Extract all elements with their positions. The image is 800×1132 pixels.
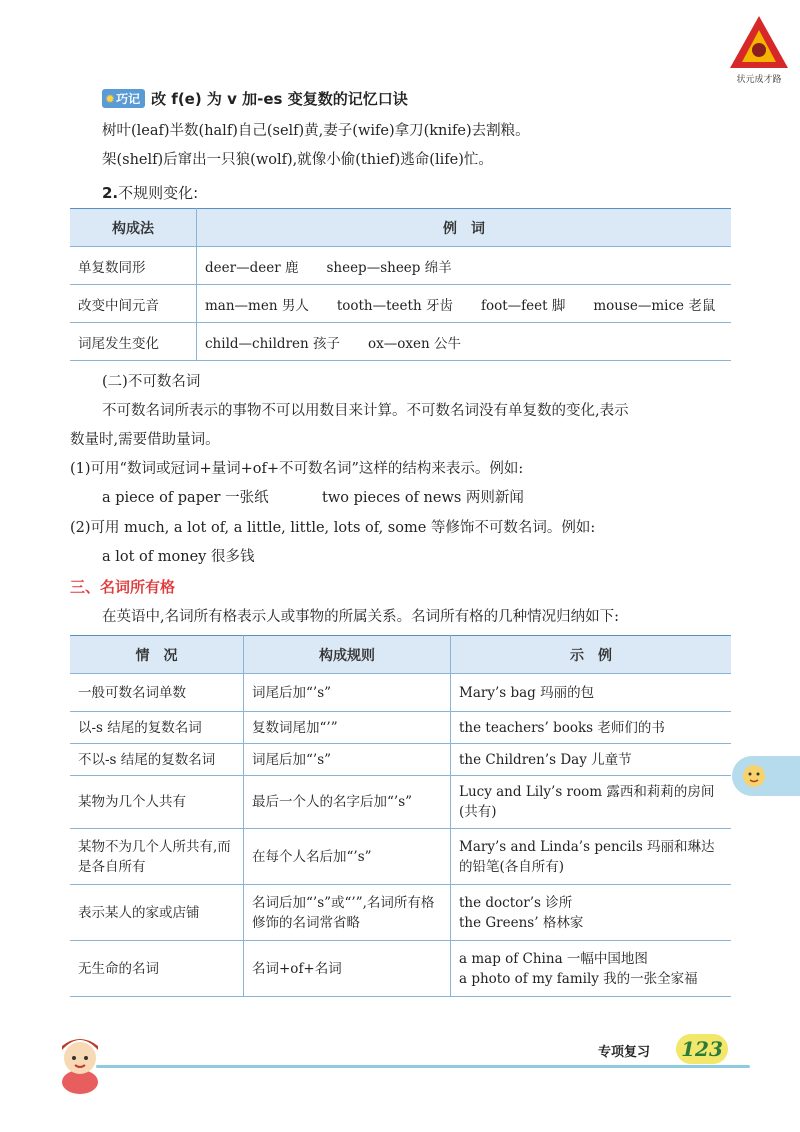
examples-cell: man—men 男人 tooth—teeth 牙齿 foot—feet 脚 mouse—mice 老鼠 [197,285,732,323]
case-cell: 无生命的名词 [70,941,244,997]
method-cell: 单复数同形 [70,247,197,285]
irregular-heading: 2.不规则变化: [102,184,199,202]
example-cell: the doctor’s 诊所 the Greens’ 格林家 [451,885,732,941]
examples-cell: child—children 孩子 ox—oxen 公牛 [197,323,732,361]
table-row [70,885,731,941]
example-cell: Mary’s bag 玛丽的包 [451,674,732,712]
example-1b: two pieces of news 两则新闻 [322,490,524,506]
irregular-plural-table [70,208,731,361]
rule-cell: 最后一个人的名字后加“’s” [244,776,451,829]
mascot-face-icon [732,756,772,796]
example-cell: Mary’s and Linda’s pencils 玛丽和琳达的铅笔(各自所有) [451,829,732,885]
possessive-table [70,635,731,997]
uncountable-item-2: (2)可用 much, a lot of, a little, little, lots of, some 等修饰不可数名词。例如: [70,520,596,536]
table-header: 例 词 [197,209,732,247]
case-cell: 一般可数名词单数 [70,674,244,712]
table-row [70,776,731,829]
publisher-logo [728,14,790,88]
table-row [70,323,731,361]
rule-cell: 名词+of+名词 [244,941,451,997]
method-cell: 词尾发生变化 [70,323,197,361]
example-2: a lot of money 很多钱 [102,549,255,565]
example-cell: the Children’s Day 儿童节 [451,744,732,776]
table-row [70,674,731,712]
examples-cell: deer—deer 鹿 sheep—sheep 绵羊 [197,247,732,285]
table-row [70,829,731,885]
section-title: 三、名词所有格 [70,578,176,596]
possessive-intro: 在英语中,名词所有格表示人或事物的所属关系。名词所有格的几种情况归纳如下: [102,609,619,625]
table-header: 示 例 [451,636,732,674]
tip-title: 改 f(e) 为 v 加-es 变复数的记忆口诀 [151,90,408,108]
case-cell: 某物为几个人共有 [70,776,244,829]
table-row [70,285,731,323]
tip-line-1: 树叶(leaf)半数(half)自己(self)黄,妻子(wife)拿刀(knife)去割粮。 [102,123,530,139]
example-cell: a map of China 一幅中国地图 a photo of my family 我的一张全家福 [451,941,732,997]
footer-divider [96,1065,750,1068]
table-header: 构成规则 [244,636,451,674]
page-number: 123 [676,1034,728,1064]
table-row [70,712,731,744]
rule-cell: 复数词尾加“’” [244,712,451,744]
lightbulb-icon: ✹ [105,92,116,106]
example-1a: a piece of paper 一张纸 [102,490,269,506]
uncountable-para-2: 数量时,需要借助量词。 [70,432,220,448]
rule-cell: 名词后加“’s”或“’”,名词所有格修饰的名词常省略 [244,885,451,941]
table-row [70,744,731,776]
mascot-illustration [52,1032,108,1096]
uncountable-item-1: (1)可用“数词或冠词+量词+of+不可数名词”这样的结构来表示。例如: [70,461,524,477]
case-cell: 某物不为几个人所共有,而是各自所有 [70,829,244,885]
method-cell: 改变中间元音 [70,285,197,323]
footer-label: 专项复习 [598,1045,651,1060]
case-cell: 以-s 结尾的复数名词 [70,712,244,744]
logo-text: 状元成才路 [736,75,782,85]
uncountable-para: 不可数名词所表示的事物不可以用数目来计算。不可数名词没有单复数的变化,表示 [102,403,629,419]
tip-badge: ✹巧记 [102,89,145,108]
case-cell: 不以-s 结尾的复数名词 [70,744,244,776]
tip-line-2: 架(shelf)后窜出一只狼(wolf),就像小偷(thief)逃命(life)忙。 [102,152,493,168]
table-header: 情 况 [70,636,244,674]
example-cell: Lucy and Lily’s room 露西和莉莉的房间(共有) [451,776,732,829]
rule-cell: 词尾后加“’s” [244,744,451,776]
table-row [70,941,731,997]
case-cell: 表示某人的家或店铺 [70,885,244,941]
table-row [70,247,731,285]
rule-cell: 词尾后加“’s” [244,674,451,712]
side-tab [732,756,800,796]
table-header: 构成法 [70,209,197,247]
uncountable-title: (二)不可数名词 [102,374,201,390]
example-cell: the teachers’ books 老师们的书 [451,712,732,744]
rule-cell: 在每个人名后加“’s” [244,829,451,885]
tip-heading [102,88,408,109]
